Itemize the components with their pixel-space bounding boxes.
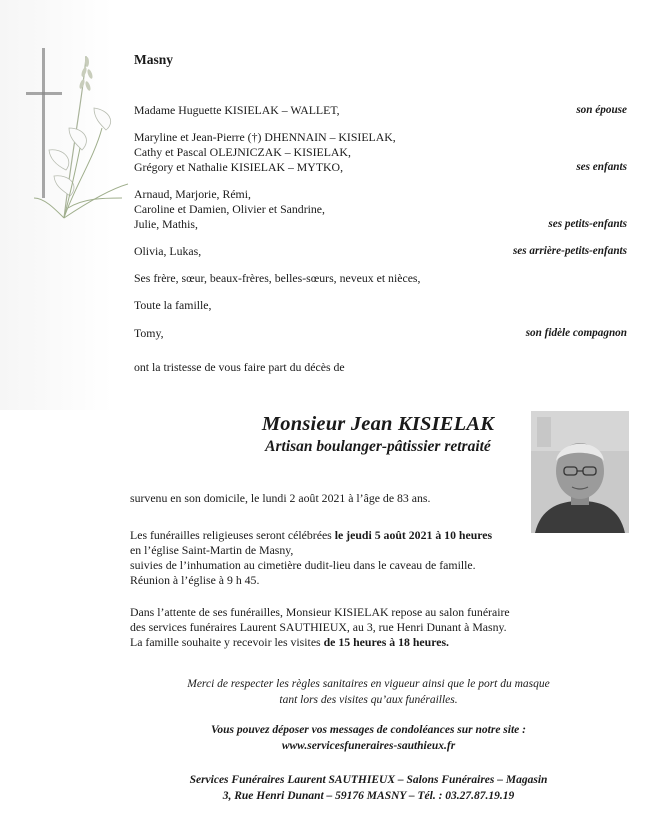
death-line: survenu en son domicile, le lundi 2 août 2021 à l’âge de 83 ans. — [130, 491, 431, 505]
family-row-family — [134, 298, 627, 313]
family-row-siblings — [134, 271, 627, 286]
family-row-children — [134, 130, 627, 175]
sanitary-notice — [110, 676, 627, 708]
relation-label: ses petits-enfants — [548, 218, 627, 230]
relation-label: ses arrière-petits-enfants — [512, 245, 627, 257]
funeral-line-4: Réunion à l’église à 9 h 45. — [130, 573, 260, 587]
funeral-line-3: suivies de l’inhumation au cimetière dudit-lieu dans le caveau de famille. — [130, 558, 476, 572]
portrait-photo — [531, 411, 629, 533]
family-line: Cathy et Pascal OLEJNICZAK – KISIELAK, — [134, 145, 351, 159]
relation-label: ses enfants — [576, 161, 627, 173]
visit-hours: de 15 heures à 18 heures. — [323, 635, 450, 649]
footer-line-1: Services Funéraires Laurent SAUTHIEUX – Salons Funéraires – Magasin — [189, 774, 548, 786]
family-line: Ses frère, sœur, beaux-frères, belles-sœurs, neveux et nièces, — [134, 271, 421, 285]
relation-label: son épouse — [576, 104, 627, 116]
notice-line-1: Merci de respecter les règles sanitaires en vigueur ainsi que le port du masque — [187, 678, 550, 690]
cross-and-lily-icon — [24, 48, 134, 238]
family-line: Madame Huguette KISIELAK – WALLET, — [134, 103, 340, 117]
notice-line-2: tant lors des visites qu’aux funérailles. — [279, 694, 458, 706]
town-heading: Masny — [134, 52, 174, 67]
announce-line: ont la tristesse de vous faire part du décès de — [134, 360, 345, 374]
family-line: Grégory et Nathalie KISIELAK – MYTKO, — [134, 160, 344, 174]
rest-line-3 — [130, 635, 607, 650]
deceased-profession: Artisan boulanger-pâtissier retraité — [265, 438, 491, 455]
rest-line-2: des services funéraires Laurent SAUTHIEUX, au 3, rue Henri Dunant à Masny. — [130, 620, 507, 634]
rest-text: La famille souhaite y recevoir les visites — [130, 635, 324, 649]
funeral-text: Les funérailles religieuses seront célébrées — [130, 528, 335, 542]
family-line: Maryline et Jean-Pierre (†) DHENNAIN – KISIELAK, — [134, 130, 396, 144]
family-line: Caroline et Damien, Olivier et Sandrine, — [134, 202, 325, 216]
condolences-notice — [110, 722, 627, 754]
condolences-website-link[interactable]: www.servicesfuneraires-sauthieux.fr — [281, 740, 456, 752]
footer-line-2: 3, Rue Henri Dunant – 59176 MASNY – Tél. : 03.27.87.19.19 — [222, 790, 515, 802]
family-row-great-grandchildren — [134, 244, 627, 259]
footer — [110, 772, 627, 804]
deceased-name: Monsieur Jean KISIELAK — [261, 413, 495, 435]
family-row-spouse — [134, 103, 627, 118]
condolences-line-1: Vous pouvez déposer vos messages de condoléances sur notre site : — [211, 724, 526, 736]
relation-label: son fidèle compagnon — [525, 327, 627, 339]
family-line: Arnaud, Marjorie, Rémi, — [134, 187, 251, 201]
family-line: Toute la famille, — [134, 298, 212, 312]
family-line: Olivia, Lukas, — [134, 244, 202, 258]
funeral-line-2: en l’église Saint-Martin de Masny, — [130, 543, 294, 557]
funeral-date: le jeudi 5 août 2021 à 10 heures — [334, 528, 493, 542]
funeral-line-1 — [130, 528, 607, 543]
family-row-grandchildren — [134, 187, 627, 232]
funeral-paragraph — [130, 528, 607, 588]
rest-line-1: Dans l’attente de ses funérailles, Monsieur KISIELAK repose au salon funéraire — [130, 605, 510, 619]
rest-paragraph — [130, 605, 607, 650]
family-line: Julie, Mathis, — [134, 217, 198, 231]
deceased-block — [208, 413, 548, 456]
family-row-companion — [134, 326, 627, 341]
family-line: Tomy, — [134, 326, 164, 340]
